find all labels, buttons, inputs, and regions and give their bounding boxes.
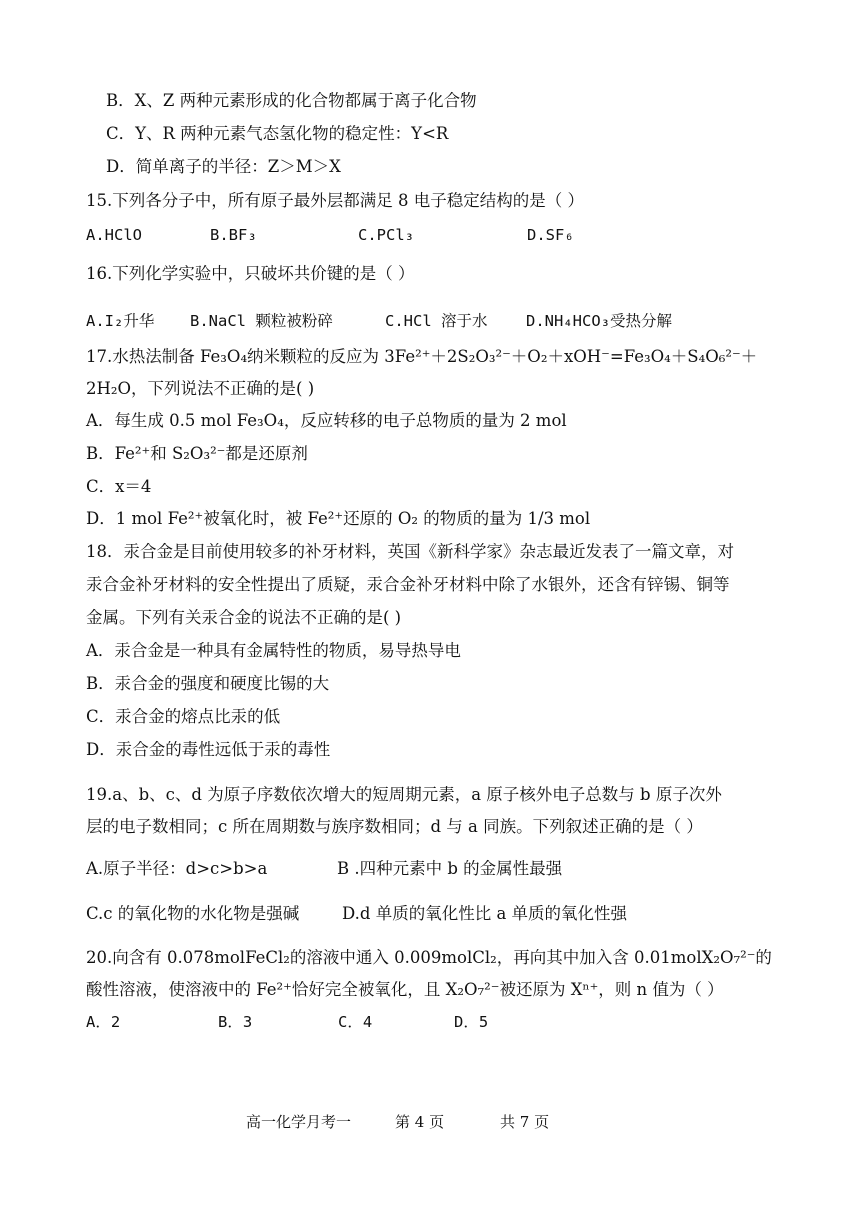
q18-option-d: D．汞合金的毒性远低于汞的毒性 (86, 740, 331, 759)
q16-option-a: A.I₂升华 (86, 312, 155, 330)
q18-stem-line2: 汞合金补牙材料的安全性提出了质疑，汞合金补牙材料中除了水银外，还含有锌锡、铜等 (86, 575, 730, 594)
q17-stem-line1: 17.水热法制备 Fe₃O₄纳米颗粒的反应为 3Fe²⁺＋2S₂O₃²⁻＋O₂＋xOH⁻=Fe₃O₄＋S₄O₆²⁻＋ (86, 347, 758, 366)
q20-options (86, 1011, 586, 1033)
q18-option-a: A．汞合金是一种具有金属特性的物质，易导热导电 (86, 641, 461, 660)
q19-option-a: A.原子半径：d>c>b>a (86, 859, 268, 878)
q16-option-d: D.NH₄HCO₃受热分解 (526, 312, 672, 330)
q20-option-a: A．2 (86, 1013, 121, 1031)
q19-stem-line2: 层的电子数相同；c 所在周期数与族序数相同；d 与 a 同族。下列叙述正确的是（ ） (86, 817, 703, 836)
q17-option-d: D．1 mol Fe²⁺被氧化时，被 Fe²⁺还原的 O₂ 的物质的量为 1/3 mol (86, 509, 591, 528)
q19-option-b: B .四种元素中 b 的金属性最强 (337, 859, 563, 878)
q18-stem-line3: 金属。下列有关汞合金的说法不正确的是( ) (86, 608, 402, 627)
q15-stem: 15.下列各分子中，所有原子最外层都满足 8 电子稳定结构的是（ ） (86, 191, 584, 210)
footer-page-number: 第 4 页 (395, 1113, 445, 1131)
q15-option-a: A.HClO (86, 226, 142, 244)
q17-option-a: A．每生成 0.5 mol Fe₃O₄，反应转移的电子总物质的量为 2 mol (86, 411, 567, 430)
q14-option-d: D．简单离子的半径：Z＞M＞X (106, 157, 341, 176)
q14-option-b: B．X、Z 两种元素形成的化合物都属于离子化合物 (106, 91, 477, 110)
q20-option-b: B．3 (218, 1013, 253, 1031)
q18-option-c: C．汞合金的熔点比汞的低 (86, 707, 281, 726)
footer-total-pages: 共 7 页 (500, 1113, 550, 1131)
q16-option-c: C.HCl 溶于水 (385, 312, 488, 330)
q18-option-b: B．汞合金的强度和硬度比锡的大 (86, 674, 330, 693)
q17-stem-line2: 2H₂O，下列说法不正确的是( ) (86, 379, 315, 398)
q16-stem: 16.下列化学实验中，只破坏共价键的是（ ） (86, 264, 415, 283)
q15-options (86, 224, 786, 246)
q15-option-b: B.BF₃ (210, 226, 257, 244)
q18-stem-line1: 18．汞合金是目前使用较多的补牙材料，英国《新科学家》杂志最近发表了一篇文章，对 (86, 542, 734, 561)
footer-course: 高一化学月考一 (246, 1113, 352, 1131)
q19-option-d: D.d 单质的氧化性比 a 单质的氧化性强 (342, 904, 628, 923)
q20-stem-line2: 酸性溶液，使溶液中的 Fe²⁺恰好完全被氧化，且 X₂O₇²⁻被还原为 Xⁿ⁺，则 n 值为（ ） (86, 980, 724, 999)
q20-option-d: D．5 (454, 1013, 489, 1031)
q15-option-d: D.SF₆ (527, 226, 574, 244)
q16-option-b: B.NaCl 颗粒被粉碎 (190, 312, 333, 330)
q16-options (86, 310, 786, 332)
q20-stem-line1: 20.向含有 0.078molFeCl₂的溶液中通入 0.009molCl₂，再向其中加入含 0.01molX₂O₇²⁻的 (86, 948, 772, 967)
q17-option-b: B．Fe²⁺和 S₂O₃²⁻都是还原剂 (86, 444, 308, 463)
q15-option-c: C.PCl₃ (358, 226, 414, 244)
q19-option-c: C.c 的氧化物的水化物是强碱 (86, 904, 300, 923)
q19-stem-line1: 19.a、b、c、d 为原子序数依次增大的短周期元素，a 原子核外电子总数与 b 原子次外 (86, 785, 722, 804)
q14-option-c: C．Y、R 两种元素气态氢化物的稳定性：Y<R (106, 124, 449, 143)
q17-option-c: C．x＝4 (86, 477, 152, 496)
q20-option-c: C．4 (338, 1013, 373, 1031)
